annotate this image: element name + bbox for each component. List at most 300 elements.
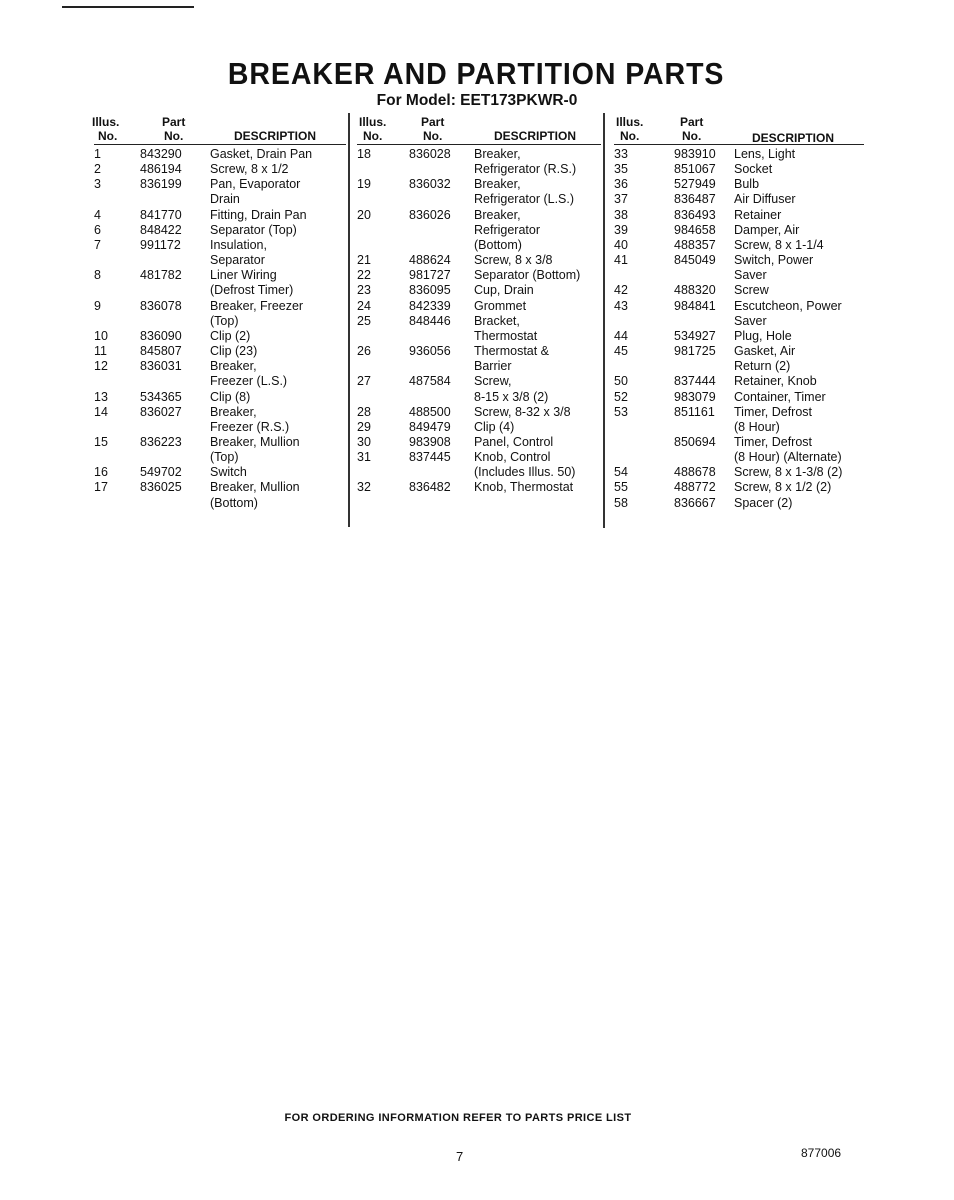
parts-row [94,329,346,344]
parts-row [357,253,601,268]
illus-number: 39 [614,222,628,237]
part-description: (Top) [210,450,239,465]
parts-row [94,465,346,480]
illus-number: 50 [614,374,628,389]
illus-number: 6 [94,222,101,237]
part-description: Damper, Air [734,222,800,237]
part-number [409,390,474,405]
parts-row [614,283,864,298]
part-number: 488357 [674,237,716,252]
part-number [140,283,210,298]
part-number: 836223 [140,434,182,449]
part-number: 836095 [409,283,451,298]
part-number: 841770 [140,207,182,222]
parts-row [614,299,864,314]
part-number: 836025 [140,480,182,495]
parts-row [614,405,864,420]
illus-number: 8 [94,268,101,283]
part-number: 488678 [674,465,716,480]
illus-number [94,192,140,207]
column-header [614,112,864,145]
part-number: 836487 [674,192,716,207]
header-part-1: Part [162,115,186,129]
part-number [140,450,210,465]
illus-number [357,359,409,374]
illus-number [94,496,140,511]
part-number [409,359,474,374]
part-number: 983910 [674,147,716,161]
illus-number: 13 [94,389,108,404]
illus-number [357,465,409,480]
illus-number: 18 [357,147,371,161]
illus-number: 23 [357,283,371,298]
illus-number [357,192,409,207]
part-number: 837444 [674,374,716,389]
parts-row [614,208,864,223]
part-number: 845049 [674,253,716,268]
part-description: Grommet [474,298,527,313]
illus-number: 55 [614,480,628,495]
part-description: Breaker, [474,177,521,192]
parts-row [614,435,864,450]
parts-row [94,374,346,389]
part-description: Breaker, [210,404,257,419]
illus-number [94,253,140,268]
illus-number [94,450,140,465]
parts-row [614,268,864,283]
part-description: 8-15 x 3/8 (2) [474,389,549,404]
part-description: Clip (23) [210,344,258,359]
part-number: 488500 [409,404,451,419]
part-number: 549702 [140,465,182,480]
parts-row [614,177,864,192]
parts-row [357,268,601,283]
illus-number: 41 [614,253,628,268]
illus-number [614,450,674,465]
part-number: 843290 [140,147,182,161]
part-number: 487584 [409,374,451,389]
illus-number [357,238,409,253]
parts-row [614,162,864,177]
part-description: Breaker, Mullion [210,434,300,449]
parts-row [94,177,346,192]
part-description: Breaker, [474,207,521,222]
part-number: 849479 [409,419,451,434]
part-number: 534927 [674,328,716,343]
part-number: 981725 [674,344,716,359]
parts-row [357,223,601,238]
illus-number: 9 [94,298,101,313]
part-description: Escutcheon, Power [734,298,842,313]
parts-row [357,344,601,359]
header-illus-1: Illus. [616,115,644,129]
part-number: 984841 [674,298,716,313]
illus-number: 15 [94,434,108,449]
parts-row [357,314,601,329]
parts-row [94,450,346,465]
part-description: Return (2) [734,359,791,374]
parts-row [94,162,346,177]
part-description: Cup, Drain [474,283,534,298]
part-number: 488320 [674,283,716,298]
parts-row [614,374,864,389]
part-description: Spacer (2) [734,495,793,510]
illus-number [94,314,140,329]
illus-number: 36 [614,177,628,192]
part-description: Separator (Bottom) [474,268,581,283]
illus-number: 44 [614,328,628,343]
parts-column-2 [357,112,601,496]
illus-number: 24 [357,298,371,313]
illus-number: 2 [94,162,101,177]
part-number: 481782 [140,268,182,283]
illus-number: 58 [614,495,628,510]
illus-number [357,390,409,405]
part-description: Screw, 8-32 x 3/8 [474,404,571,419]
parts-row [94,223,346,238]
parts-row [614,359,864,374]
illus-number: 4 [94,207,101,222]
parts-row [94,344,346,359]
part-description: Screw, 8 x 1-1/4 [734,237,824,252]
part-description: (Bottom) [474,237,522,252]
column-header [94,112,346,145]
illus-number [357,223,409,238]
parts-row [94,208,346,223]
part-description: Freezer (L.S.) [210,374,288,389]
header-illus-2: No. [98,129,118,143]
parts-row [614,147,864,162]
part-description: (Includes Illus. 50) [474,465,576,480]
part-description: Thermostat [474,328,538,343]
illus-number: 21 [357,253,371,268]
top-rule [62,6,194,8]
parts-row [614,344,864,359]
part-number: 851067 [674,162,716,177]
illus-number: 35 [614,162,628,177]
part-number [674,420,734,435]
parts-row [94,192,346,207]
part-description: Freezer (R.S.) [210,419,290,434]
illus-number: 38 [614,207,628,222]
illus-number: 12 [94,359,108,374]
part-description: Container, Timer [734,389,826,404]
part-number: 848446 [409,313,451,328]
illus-number: 33 [614,147,628,161]
model-subtitle: For Model: EET173PKWR-0 [376,92,578,109]
part-number: 486194 [140,162,182,177]
part-number: 981727 [409,268,451,283]
illus-number [614,359,674,374]
part-number: 534365 [140,389,182,404]
part-number: 983908 [409,434,451,449]
parts-row [357,420,601,435]
parts-row [614,390,864,405]
part-description: Refrigerator (R.S.) [474,162,577,177]
parts-row [614,450,864,465]
part-description: Separator (Top) [210,222,297,237]
part-description: Separator [210,253,265,268]
parts-row [357,329,601,344]
illus-number: 40 [614,237,628,252]
part-number [409,329,474,344]
illus-number: 43 [614,298,628,313]
header-description: DESCRIPTION [494,129,577,143]
illus-number: 20 [357,207,371,222]
parts-column-3 [614,112,864,511]
illus-number: 11 [94,344,107,359]
header-part-2: No. [682,129,702,143]
column-divider [603,113,605,528]
document-number: 877006 [801,1146,842,1160]
parts-rows [614,145,864,511]
part-description: Refrigerator [474,222,540,237]
illus-number: 1 [94,147,101,161]
part-number: 936056 [409,344,451,359]
part-description: Gasket, Drain Pan [210,147,313,161]
header-description: DESCRIPTION [234,129,317,143]
part-description: (Top) [210,313,239,328]
parts-row [357,465,601,480]
part-number: 842339 [409,298,451,313]
part-description: Breaker, Mullion [210,480,300,495]
part-number: 527949 [674,177,716,192]
illus-number [357,162,409,177]
parts-row [357,435,601,450]
part-number [409,465,474,480]
parts-row [357,162,601,177]
part-number [674,359,734,374]
parts-row [357,283,601,298]
part-number: 836026 [409,207,451,222]
part-description: Screw, 8 x 1-3/8 (2) [734,465,843,480]
part-number: 848422 [140,222,182,237]
parts-row [357,405,601,420]
header-illus-1: Illus. [359,115,387,129]
part-description: Screw, 8 x 1/2 [210,162,289,177]
parts-row [94,314,346,329]
page-number: 7 [456,1149,464,1164]
parts-rows [357,145,601,496]
part-description: (Bottom) [210,495,258,510]
part-description: Panel, Control [474,434,554,449]
parts-row [357,359,601,374]
illus-number [94,420,140,435]
illus-number [94,374,140,389]
parts-row [614,192,864,207]
parts-rows [94,145,346,511]
illus-number: 22 [357,268,371,283]
part-description: Screw, [474,374,512,389]
illus-number [614,314,674,329]
parts-row [94,496,346,511]
parts-row [357,299,601,314]
illus-number: 28 [357,404,371,419]
parts-row [614,314,864,329]
parts-row [357,147,601,162]
part-number: 836032 [409,177,451,192]
part-description: Knob, Thermostat [474,480,574,495]
parts-row [94,253,346,268]
part-number [674,268,734,283]
illus-number: 29 [357,419,371,434]
part-description: Lens, Light [734,147,796,161]
part-number: 851161 [674,404,715,419]
parts-row [614,496,864,511]
part-description: Liner Wiring [210,268,277,283]
parts-row [94,390,346,405]
parts-row [357,480,601,495]
parts-row [94,405,346,420]
part-number [140,314,210,329]
parts-row [94,299,346,314]
header-part-1: Part [421,115,445,129]
parts-row [614,420,864,435]
part-description: Saver [734,313,767,328]
parts-row [614,253,864,268]
part-number: 836493 [674,207,716,222]
part-description: Breaker, [474,147,521,161]
illus-number: 54 [614,465,628,480]
illus-number: 10 [94,328,108,343]
illus-number: 25 [357,313,371,328]
part-number: 836199 [140,177,182,192]
ordering-note: FOR ORDERING INFORMATION REFER TO PARTS PRICE LIST [284,1112,632,1124]
part-description: Timer, Defrost [734,404,813,419]
part-description: Breaker, Freezer [210,298,304,313]
part-number [409,162,474,177]
part-description: Breaker, [210,359,257,374]
illus-number [614,435,674,450]
illus-number: 14 [94,404,108,419]
part-description: Refrigerator (L.S.) [474,192,575,207]
header-part-2: No. [164,129,184,143]
illus-number [614,268,674,283]
header-illus-1: Illus. [92,115,120,129]
header-description: DESCRIPTION [752,131,835,145]
header-illus-2: No. [363,129,383,143]
illus-number: 27 [357,374,371,389]
parts-row [357,208,601,223]
illus-number: 26 [357,344,371,359]
parts-row [94,283,346,298]
header-illus-2: No. [620,129,640,143]
parts-row [94,359,346,374]
parts-row [357,374,601,389]
parts-row [357,238,601,253]
part-number [409,192,474,207]
page-title: BREAKER AND PARTITION PARTS [227,56,725,91]
part-number: 983079 [674,389,716,404]
part-number: 488772 [674,480,716,495]
illus-number: 45 [614,344,628,359]
part-description: Clip (4) [474,419,515,434]
part-description: Retainer, Knob [734,374,817,389]
parts-row [614,238,864,253]
parts-row [614,480,864,495]
illus-number: 32 [357,480,371,495]
parts-row [614,223,864,238]
part-description: Pan, Evaporator [210,177,301,192]
parts-row [357,450,601,465]
part-description: Retainer [734,207,782,222]
parts-row [94,420,346,435]
header-part-1: Part [680,115,704,129]
part-number: 837445 [409,450,451,465]
part-description: Knob, Control [474,450,551,465]
part-number [140,496,210,511]
part-description: Gasket, Air [734,344,796,359]
part-description: (Defrost Timer) [210,283,294,298]
part-number: 836031 [140,359,182,374]
part-number: 845807 [140,344,182,359]
part-number: 488624 [409,253,451,268]
part-description: Thermostat & [474,344,550,359]
part-number [140,253,210,268]
part-description: Plug, Hole [734,328,792,343]
parts-row [357,177,601,192]
illus-number: 19 [357,177,371,192]
illus-number: 53 [614,404,628,419]
parts-row [614,465,864,480]
illus-number [357,329,409,344]
parts-row [94,480,346,495]
part-description: Screw, 8 x 3/8 [474,253,553,268]
part-description: Socket [734,162,773,177]
part-number [140,420,210,435]
parts-row [614,329,864,344]
header-part-2: No. [423,129,443,143]
part-number [140,374,210,389]
part-description: Switch, Power [734,253,814,268]
part-number: 836027 [140,404,182,419]
part-number: 991172 [140,237,181,252]
illus-number [94,283,140,298]
part-number: 850694 [674,434,716,449]
part-description: Insulation, [210,237,267,252]
part-number [140,192,210,207]
part-number: 836667 [674,495,716,510]
part-description: Fitting, Drain Pan [210,207,307,222]
illus-number: 3 [94,177,101,192]
column-divider [348,113,350,527]
part-number [674,450,734,465]
parts-column-1 [94,112,346,511]
part-number: 984658 [674,222,716,237]
part-description: Drain [210,192,240,207]
part-number [409,223,474,238]
column-header [357,112,601,145]
parts-row [357,390,601,405]
part-description: Timer, Defrost [734,434,813,449]
illus-number: 30 [357,434,371,449]
parts-row [357,192,601,207]
part-description: Barrier [474,359,512,374]
part-description: (8 Hour) (Alternate) [734,450,842,465]
parts-row [94,435,346,450]
illus-number: 31 [357,450,371,465]
parts-row [94,268,346,283]
part-description: Clip (8) [210,389,251,404]
part-description: Screw [734,283,769,298]
parts-row [94,147,346,162]
illus-number: 37 [614,192,628,207]
illus-number [614,420,674,435]
part-description: Bracket, [474,313,520,328]
part-description: (8 Hour) [734,419,780,434]
part-description: Screw, 8 x 1/2 (2) [734,480,832,495]
parts-row [94,238,346,253]
